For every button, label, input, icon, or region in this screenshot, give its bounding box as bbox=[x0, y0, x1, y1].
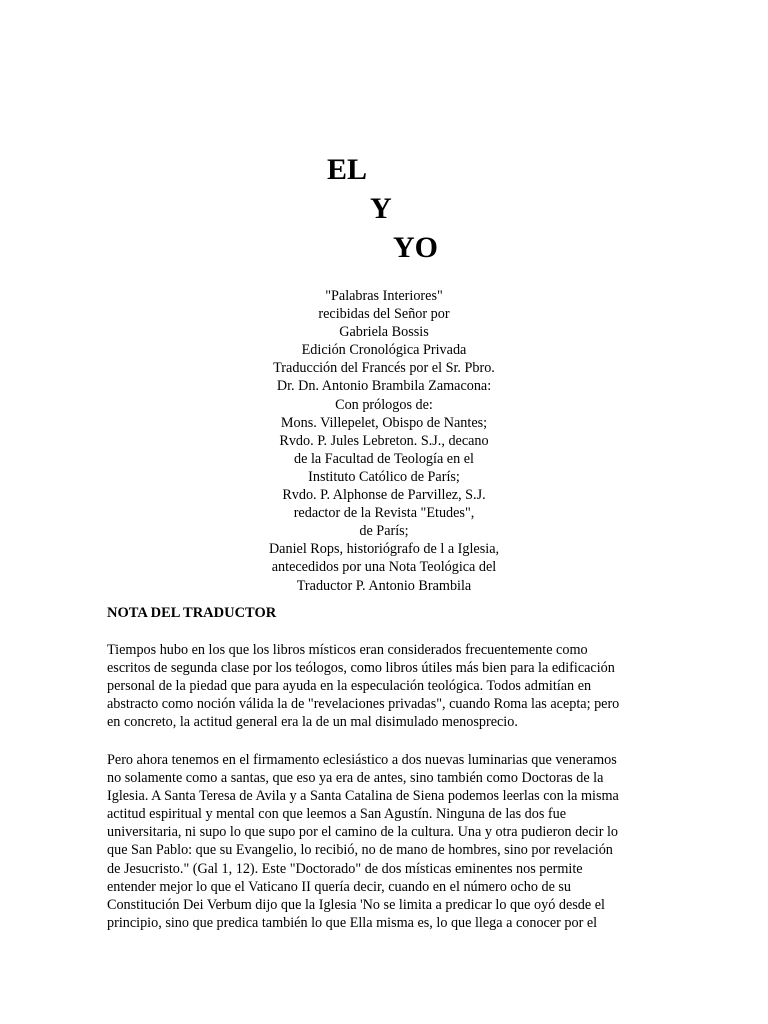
text-line: abstracto como noción válida la de "revelaciones privadas", cuando Roma las acepta; pero bbox=[107, 696, 620, 713]
text-line: Iglesia. A Santa Teresa de Avila y a Santa Catalina de Siena podemos leerlas con la misma bbox=[107, 788, 619, 805]
subtitle-block bbox=[200, 287, 568, 595]
text-line: entender mejor lo que el Vaticano II quería decir, cuando en el número ocho de su bbox=[107, 878, 572, 895]
subtitle-line: Con prólogos de: bbox=[335, 396, 433, 413]
text-line: Constitución Dei Verbum dijo que la Iglesia 'No se limita a predicar lo que oyó desde el bbox=[107, 896, 605, 913]
paragraph-1 bbox=[107, 641, 667, 731]
text-line: no solamente como a santas, que eso ya era de antes, sino también como Doctoras de la bbox=[107, 770, 604, 787]
text-line: Tiempos hubo en los que los libros místicos eran considerados frecuentemente como bbox=[107, 642, 588, 658]
subtitle-line: Rvdo. P. Jules Lebreton. S.J., decano bbox=[279, 432, 489, 449]
subtitle-line: Gabriela Bossis bbox=[339, 324, 429, 341]
subtitle-line: Rvdo. P. Alphonse de Parvillez, S.J. bbox=[282, 487, 486, 504]
text-line: en concreto, la actitud general era la de un mal disimulado menosprecio. bbox=[107, 714, 518, 731]
subtitle-line: Daniel Rops, historiógrafo de l a Iglesia, bbox=[268, 541, 500, 558]
text-line: actitud espiritual y mental con que leemos a San Agustín. Ninguna de las dos fue bbox=[107, 806, 567, 823]
subtitle-line: de París; bbox=[359, 523, 409, 540]
text-line: principio, sino que predica también lo que Ella misma es, lo que llega a conocer por el bbox=[107, 914, 598, 931]
text-line: que San Pablo: que su Evangelio, lo recibió, no de mano de hombres, sino por revelación bbox=[107, 842, 613, 859]
subtitle-line: Traductor P. Antonio Brambila bbox=[296, 577, 472, 594]
subtitle-line: recibidas del Señor por bbox=[318, 306, 450, 323]
subtitle-line: Traducción del Francés por el Sr. Pbro. bbox=[273, 360, 495, 377]
subtitle-line: antecedidos por una Nota Teológica del bbox=[271, 559, 497, 576]
title-line-y: Y bbox=[370, 192, 392, 225]
subtitle-line: Dr. Dn. Antonio Brambila Zamacona: bbox=[276, 378, 492, 395]
title-line-el: EL bbox=[327, 153, 368, 186]
paragraph-2 bbox=[107, 751, 667, 932]
text-line: universitaria, ni supo lo que supo por el camino de la cultura. Una y otra pudieron decir lo bbox=[107, 824, 618, 841]
text-line: Pero ahora tenemos en el firmamento eclesiástico a dos nuevas luminarias que veneramos bbox=[107, 752, 617, 768]
section-heading: NOTA DEL TRADUCTOR bbox=[107, 605, 277, 621]
subtitle-line: redactor de la Revista "Etudes", bbox=[293, 505, 475, 522]
subtitle-line: Instituto Católico de París; bbox=[308, 468, 460, 485]
subtitle-line: Mons. Villepelet, Obispo de Nantes; bbox=[280, 414, 488, 431]
subtitle-line: "Palabras Interiores" bbox=[325, 288, 443, 304]
subtitle-line: de la Facultad de Teología en el bbox=[294, 450, 474, 467]
title-line-yo: YO bbox=[393, 231, 438, 264]
text-line: de Jesucristo." (Gal 1, 12). Este "Doctorado" de dos místicas eminentes nos permite bbox=[107, 860, 583, 877]
text-line: personal de la piedad que para ayuda en la especulación teológica. Todos admitían en bbox=[107, 678, 592, 695]
text-line: escritos de segunda clase por los teólogos, como libros útiles más bien para la edificación bbox=[107, 660, 615, 677]
subtitle-line: Edición Cronológica Privada bbox=[301, 342, 467, 359]
